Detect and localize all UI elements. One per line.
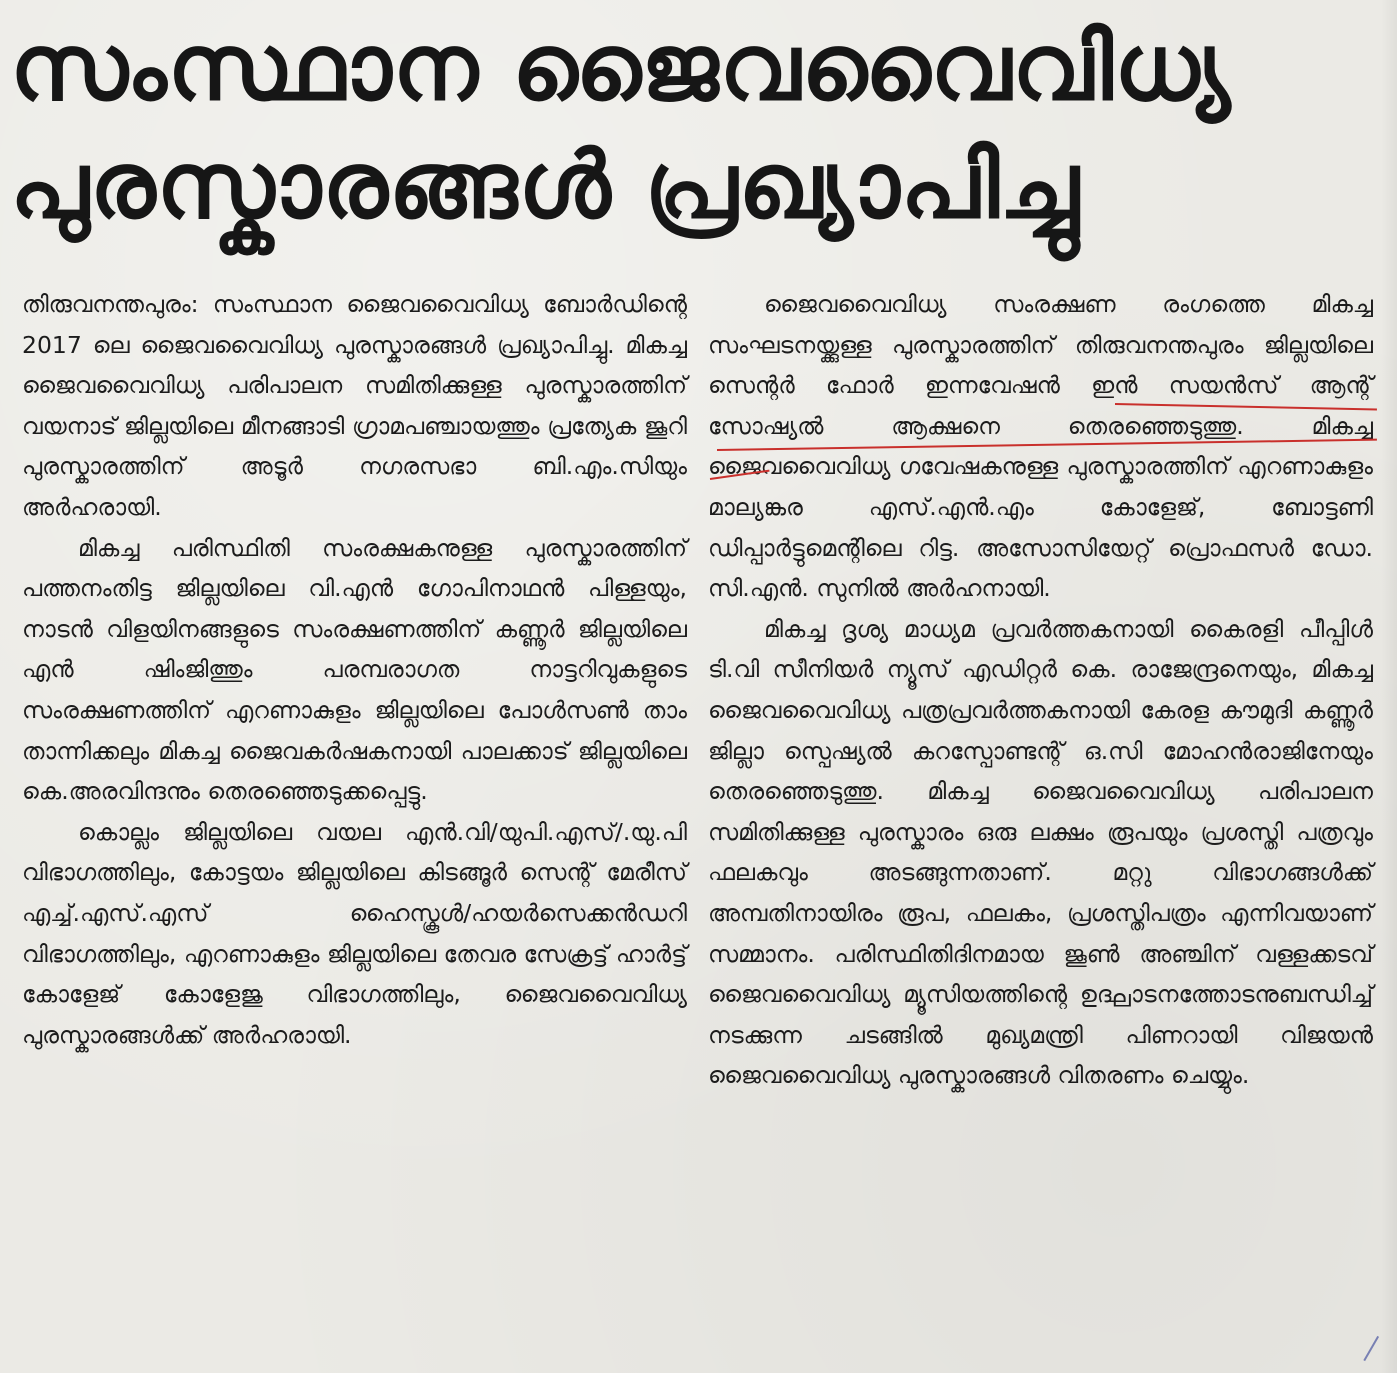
- paragraph-4: ജൈവവൈവിധ്യ സംരക്ഷണ രംഗത്തെ മികച്ച സംഘടനയ്ക്കുള്ള പുരസ്കാരത്തിന് തിരുവനന്തപുരം ജില്ലയിലെ സെന്റർ ഫോർ ഇന്നവേഷൻ ഇൻ സയൻസ് ആന്റ് സോഷ്യൽ ആക്ഷനെ തെരഞ്ഞെടുത്തു. മികച്ച ജൈവവൈവിധ്യ ഗവേഷകനുള്ള പുരസ്കാരത്തിന് എറണാകുളം മാല്യങ്കര എസ്.എൻ.എം കോളേജ്, ബോട്ടണി ഡിപ്പാർട്ടുമെന്റിലെ റിട്ട. അസോസിയേറ്റ് പ്രൊഫസർ ഡോ. സി.എൻ. സുനിൽ അർഹനായി.: [708, 290, 1373, 603]
- article-column-left: [22, 284, 687, 1055]
- paragraph-1: തിരുവനന്തപുരം: സംസ്ഥാന ജൈവവൈവിധ്യ ബോർഡിന്റെ 2017 ലെ ജൈവവൈവിധ്യ പുരസ്കാരങ്ങൾ പ്രഖ്യാപിച്ചു. മികച്ച ജൈവവൈവിധ്യ പരിപാലന സമിതിക്കുള്ള പുരസ്കാരത്തിന് വയനാട് ജില്ലയിലെ മീനങ്ങാടി ഗ്രാമപഞ്ചായത്തും പ്രത്യേക ജൂറി പുരസ്കാരത്തിന് അടൂർ നഗരസഭാ ബി.എം.സിയും അർഹരായി.: [22, 290, 687, 521]
- paragraph-2: മികച്ച പരിസ്ഥിതി സംരക്ഷകനുള്ള പുരസ്കാരത്തിന് പത്തനംതിട്ട ജില്ലയിലെ വി.എൻ ഗോപിനാഥൻ പിള്ളയും, നാടൻ വിളയിനങ്ങളുടെ സംരക്ഷണത്തിന് കണ്ണൂർ ജില്ലയിലെ എൻ ഷിംജിത്തും പരമ്പരാഗത നാട്ടറിവുകളുടെ സംരക്ഷണത്തിന് എറണാകുളം ജില്ലയിലെ പോൾസൺ താം താന്നിക്കലും മികച്ച ജൈവകർഷകനായി പാലക്കാട് ജില്ലയിലെ കെ.അരവിന്ദനും തെരഞ്ഞെടുക്കപ്പെട്ടു.: [22, 533, 687, 806]
- paragraph-3: കൊല്ലം ജില്ലയിലെ വയല എൻ.വി/യുപി.എസ്/.യു.പി വിഭാഗത്തിലും, കോട്ടയം ജില്ലയിലെ കിടങ്ങൂർ സെന്റ് മേരീസ് എച്ച്.എസ്.എസ് ഹൈസ്കൂൾ/ഹയർസെക്കൻഡറി വിഭാഗത്തിലും, എറണാകുളം ജില്ലയിലെ തേവര സേക്രട്ട് ഹാർട്ട് കോളേജ് കോളേജു വിഭാഗത്തിലും, ജൈവവൈവിധ്യ പുരസ്കാരങ്ങൾക്ക് അർഹരായി.: [22, 817, 687, 1049]
- paragraph-5: മികച്ച ദൃശ്യ മാധ്യമ പ്രവർത്തകനായി കൈരളി പീപ്പിൾ ടി.വി സീനിയർ ന്യൂസ് എഡിറ്റർ കെ. രാജേന്ദ്രനെയും, മികച്ച ജൈവവൈവിധ്യ പത്രപ്രവർത്തകനായി കേരള കൗമുദി കണ്ണൂർ ജില്ലാ സ്പെഷ്യൽ കറസ്പോണ്ടന്റ് ഒ.സി മോഹൻരാജിനേയും തെരഞ്ഞെടുത്തു. മികച്ച ജൈവവൈവിധ്യ പരിപാലന സമിതിക്കുള്ള പുരസ്കാരം ഒരു ലക്ഷം രൂപയും പ്രശസ്തി പത്രവും ഫലകവും അടങ്ങുന്നതാണ്. മറ്റു വിഭാഗങ്ങൾക്ക് അമ്പതിനായിരം രൂപ, ഫലകം, പ്രശസ്തിപത്രം എന്നിവയാണ് സമ്മാനം. പരിസ്ഥിതിദിനമായ ജൂൺ അഞ്ചിന് വള്ളക്കടവ് ജൈവവൈവിധ്യ മ്യൂസിയത്തിന്റെ ഉദ്ഘാടനത്തോടനുബന്ധിച്ച് നടക്കുന്ന ചടങ്ങിൽ മുഖ്യമന്ത്രി പിണറായി വിജയൻ ജൈവവൈവിധ്യ പുരസ്കാരങ്ങൾ വിതരണം ചെയ്യും.: [708, 614, 1373, 1090]
- headline-line-2: പുരസ്കാരങ്ങൾ പ്രഖ്യാപിച്ചു: [10, 132, 1080, 239]
- page-edge-shadow: [1381, 0, 1397, 1373]
- article-column-right: [708, 284, 1373, 1096]
- headline-line-1: സംസ്ഥാന ജൈവവൈവിധ്യ: [10, 14, 1232, 121]
